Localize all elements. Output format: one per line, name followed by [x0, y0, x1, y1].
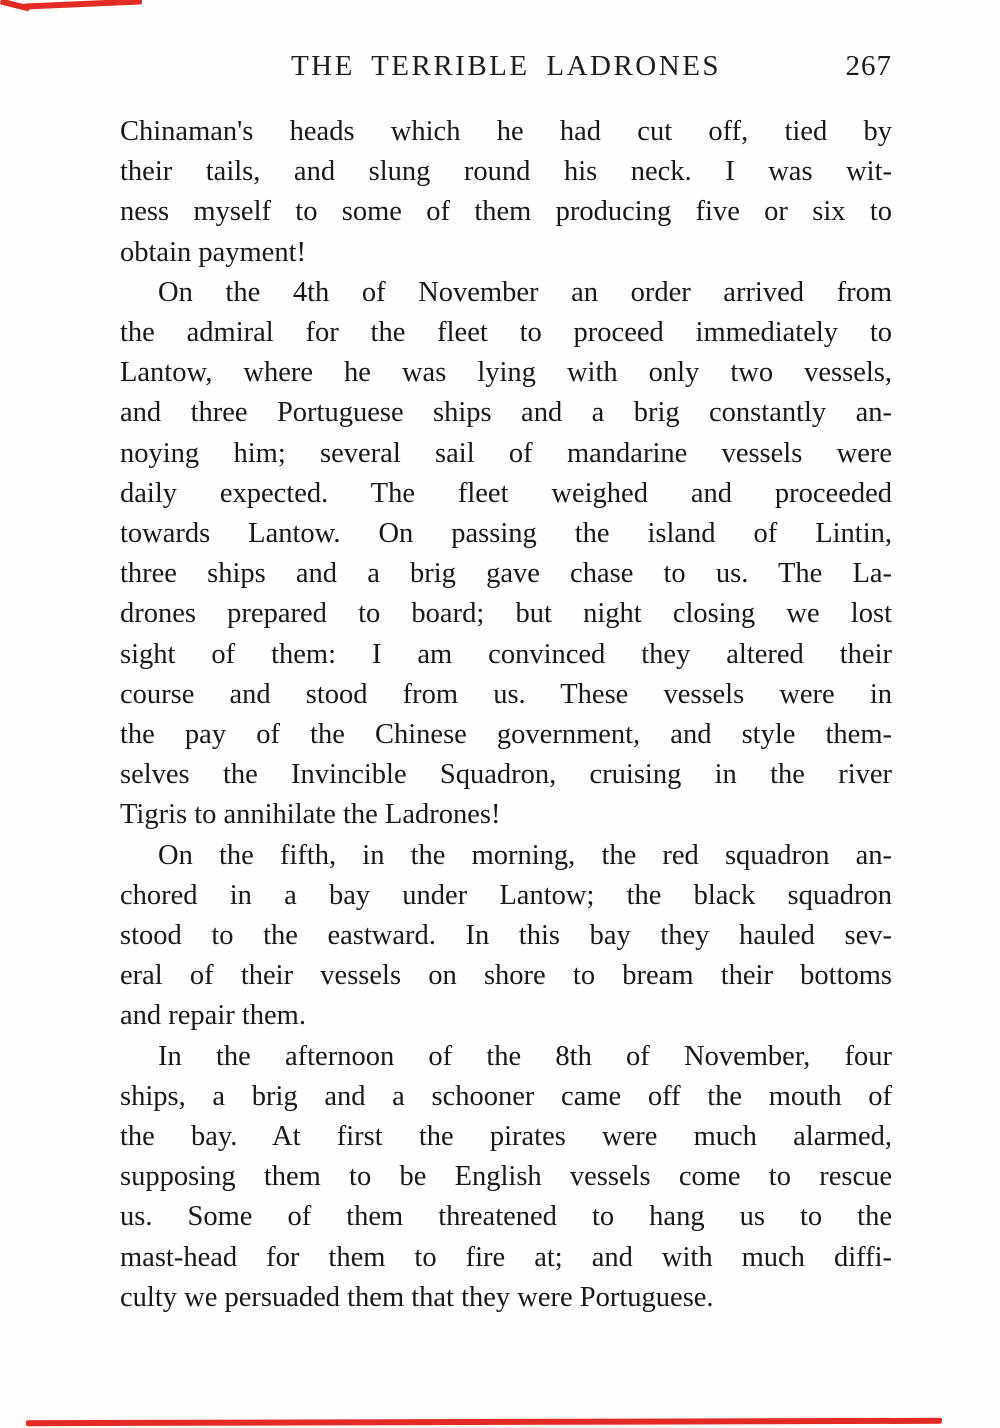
page-header — [120, 50, 892, 92]
text-line: their tails, and slung round his neck. I was wit- — [120, 156, 892, 188]
text-block — [120, 112, 892, 1318]
text-line: us. Some of them threatened to hang us to the — [120, 1201, 892, 1233]
text-line: selves the Invincible Squadron, cruising in the river — [120, 759, 892, 791]
text-line: Tigris to annihilate the Ladrones! — [120, 799, 501, 831]
paragraph — [120, 273, 892, 836]
text-line: ships, a brig and a schooner came off the mouth of — [120, 1080, 892, 1112]
text-line: sight of them: I am convinced they altered their — [120, 638, 892, 670]
text-line: the bay. At first the pirates were much alarmed, — [120, 1121, 892, 1153]
text-line: drones prepared to board; but night closing we lost — [120, 598, 892, 630]
text-line: stood to the eastward. In this bay they hauled sev- — [120, 920, 892, 952]
text-line: Lantow, where he was lying with only two vessels, — [120, 357, 892, 389]
page-number: 267 — [845, 50, 892, 82]
paragraph — [120, 112, 892, 273]
paragraph — [120, 1037, 892, 1318]
paragraph — [120, 836, 892, 1037]
text-line: In the afternoon of the 8th of November, four — [158, 1040, 892, 1072]
text-line: On the 4th of November an order arrived from — [158, 276, 892, 308]
text-line: the admiral for the fleet to proceed immediately to — [120, 317, 892, 349]
scan-artifact-top-icon — [24, 0, 142, 10]
text-line: eral of their vessels on shore to bream their bottoms — [120, 960, 892, 992]
text-line: the pay of the Chinese government, and style them- — [120, 719, 892, 751]
text-line: obtain payment! — [120, 236, 306, 268]
text-line: culty we persuaded them that they were Portuguese. — [120, 1281, 714, 1313]
text-line: Chinaman's heads which he had cut off, tied by — [120, 116, 892, 147]
text-line: supposing them to be English vessels come to rescue — [120, 1161, 892, 1193]
text-line: and three Portuguese ships and a brig constantly an- — [120, 397, 892, 429]
text-line: course and stood from us. These vessels were in — [120, 678, 892, 710]
text-line: noying him; several sail of mandarine vessels were — [120, 437, 892, 469]
text-line: three ships and a brig gave chase to us. The La- — [120, 558, 892, 590]
text-line: towards Lantow. On passing the island of Lintin, — [120, 518, 892, 550]
text-line: mast-head for them to fire at; and with much diffi- — [120, 1241, 892, 1273]
text-line: chored in a bay under Lantow; the black squadron — [120, 879, 892, 911]
scan-artifact-bottom-icon — [26, 1418, 942, 1426]
text-line: On the fifth, in the morning, the red squadron an- — [158, 839, 892, 871]
running-title: THE TERRIBLE LADRONES — [290, 50, 722, 82]
text-line: ness myself to some of them producing five or six to — [120, 196, 892, 228]
text-line: daily expected. The fleet weighed and proceeded — [120, 477, 892, 509]
text-line: and repair them. — [120, 1000, 306, 1032]
